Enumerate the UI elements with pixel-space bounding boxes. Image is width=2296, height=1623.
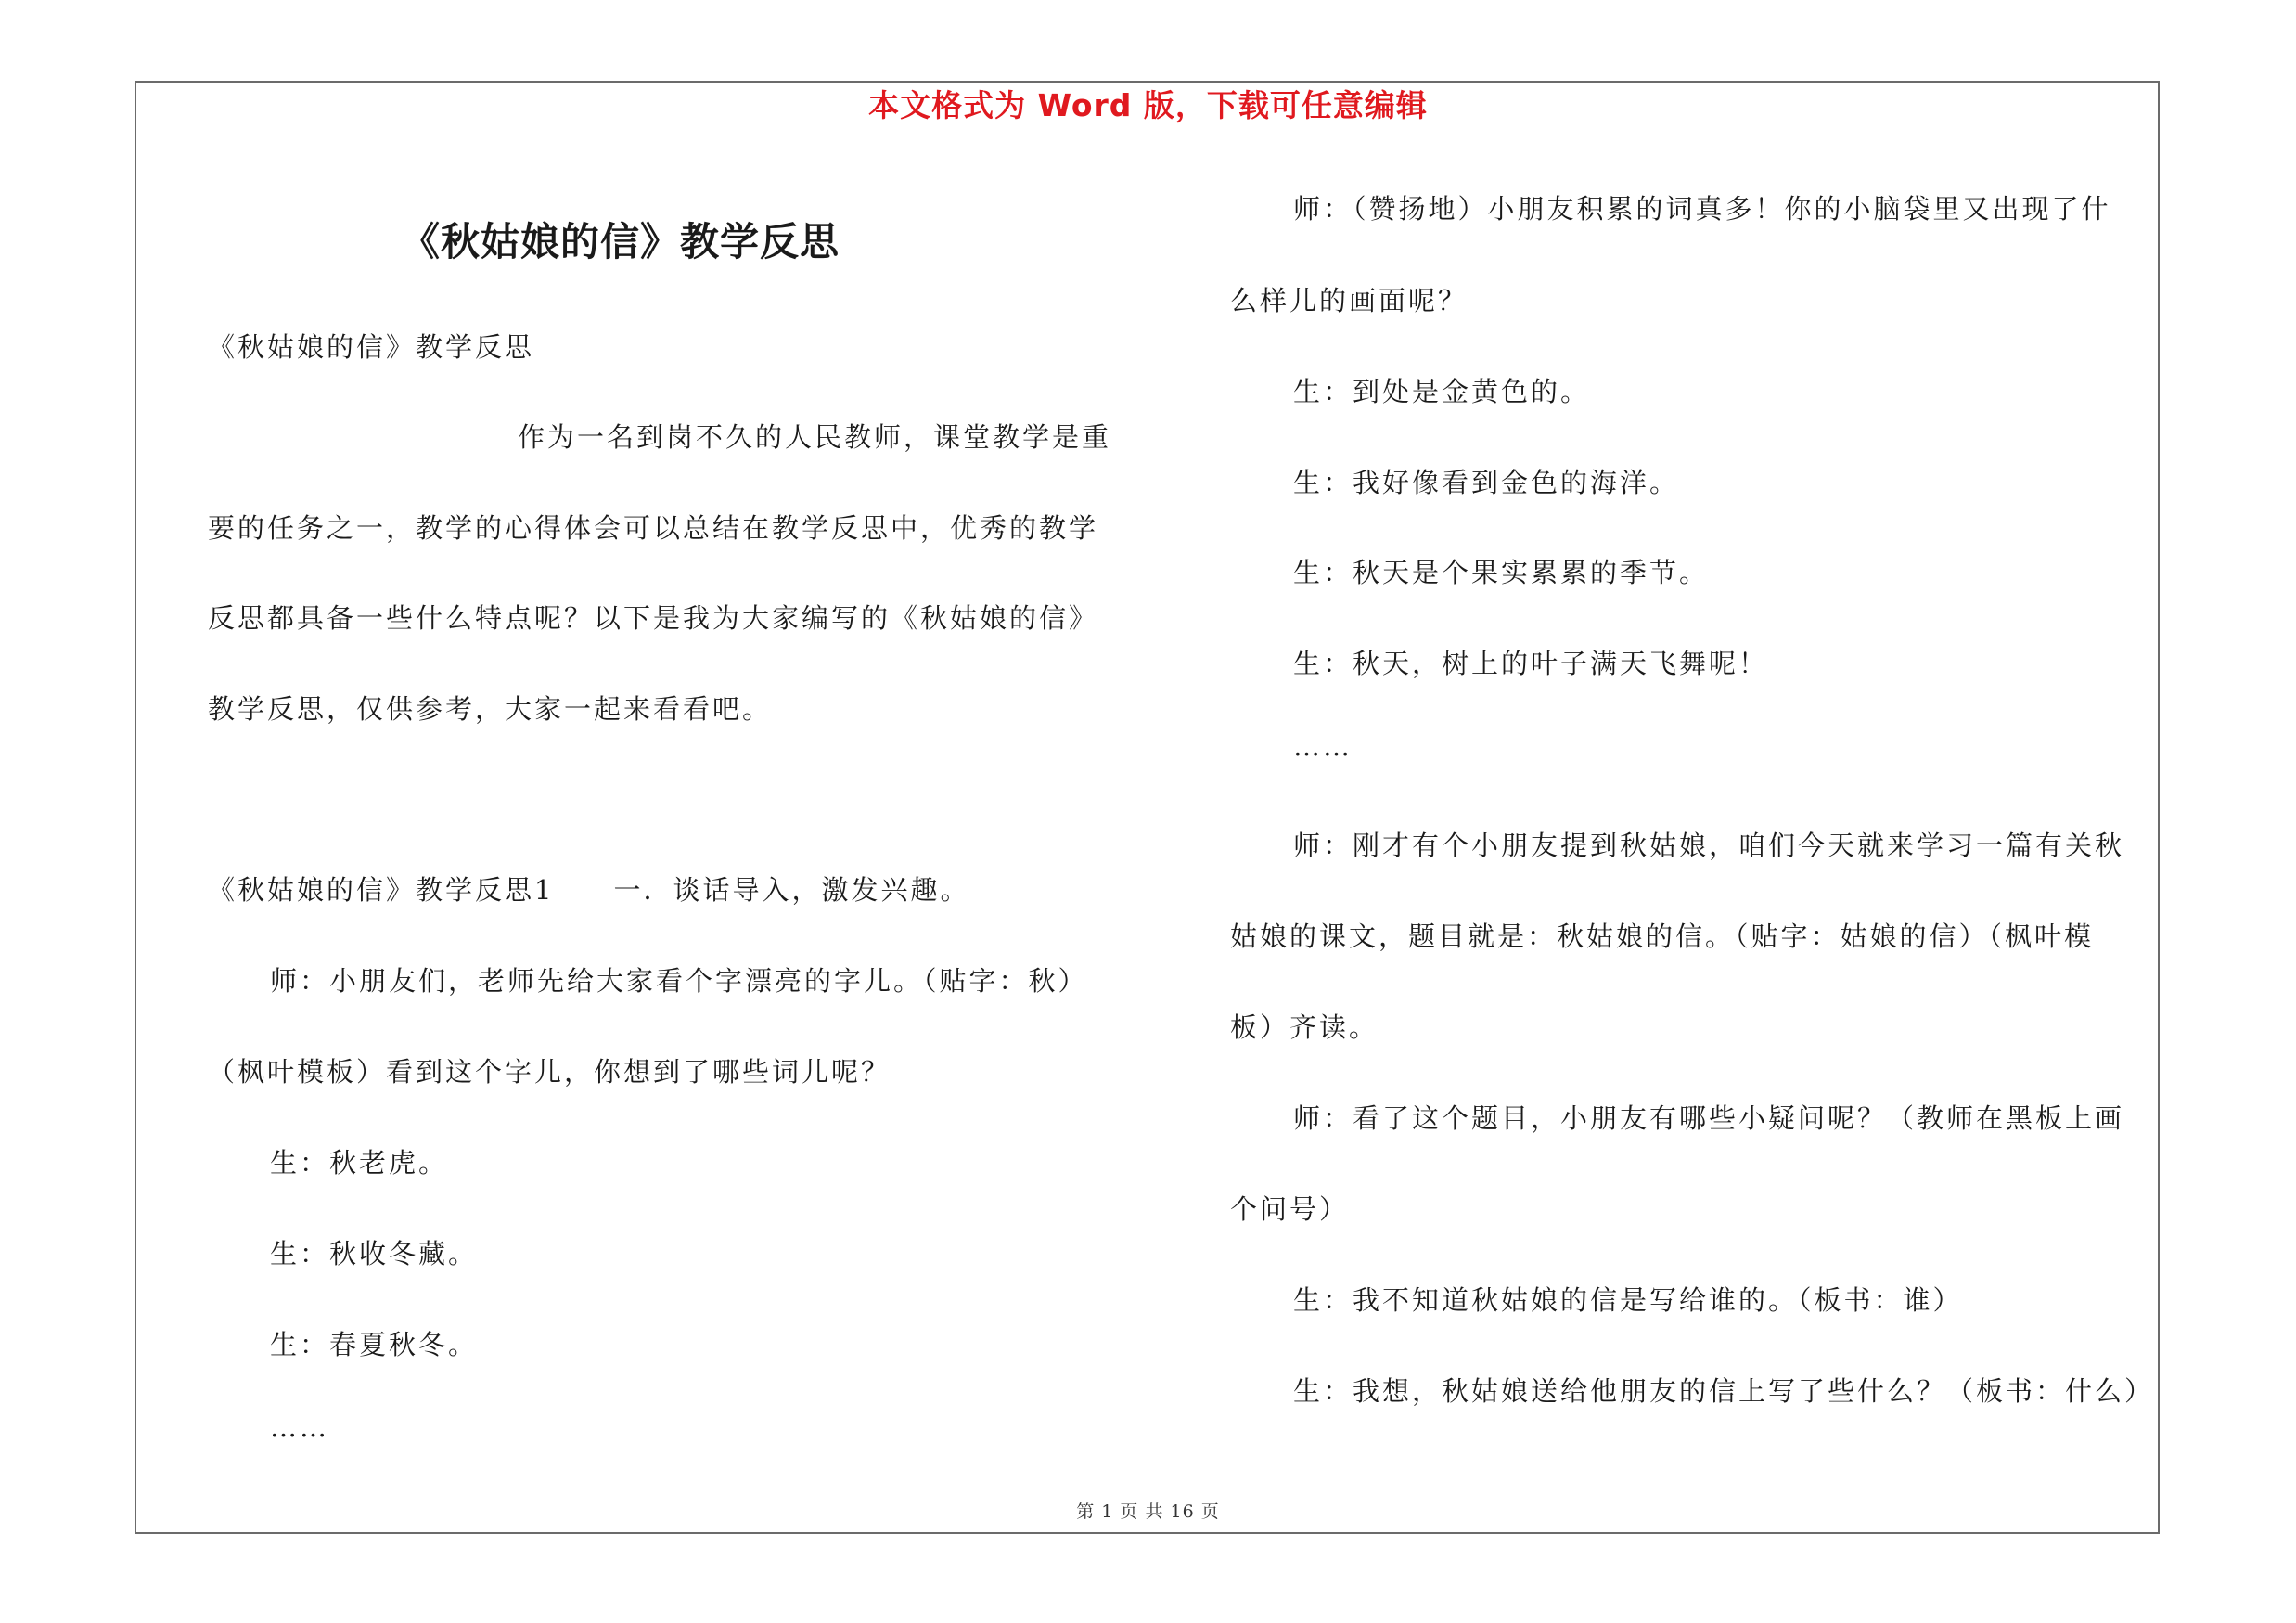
ellipsis-line: …… [1293,730,1353,762]
paragraph-line: 生：秋老虎。 [270,1147,449,1179]
paragraph-line: 生：我不知道秋姑娘的信是写给谁的。（板书：谁） [1293,1284,1963,1316]
paragraph-line: 师：（赞扬地）小朋友积累的词真多！你的小脑袋里又出现了什 [1293,193,2111,225]
paragraph-line: 生：秋天，树上的叶子满天飞舞呢！ [1293,648,1769,679]
paragraph-line: 个问号） [1230,1193,1350,1225]
paragraph-line: 要的任务之一，教学的心得体会可以总结在教学反思中，优秀的教学 [208,512,1099,544]
paragraph-line: 生：秋收冬藏。 [270,1238,479,1269]
paragraph-line: 师：看了这个题目，小朋友有哪些小疑问呢？（教师在黑板上画 [1293,1102,2125,1134]
paragraph-line: 生：秋天是个果实累累的季节。 [1293,557,1710,588]
paragraph-line: 么样儿的画面呢？ [1230,285,1469,316]
paragraph-line: 《秋姑娘的信》教学反思 [208,331,535,363]
paragraph-line: 教学反思，仅供参考，大家一起来看看吧。 [208,693,773,725]
paragraph-line: 生：我想，秋姑娘送给他朋友的信上写了些什么？（板书：什么） [1293,1375,2155,1407]
section-heading: 《秋姑娘的信》教学反思1 一．谈话导入，激发兴趣。 [208,874,970,906]
paragraph-line: 姑娘的课文，题目就是：秋姑娘的信。（贴字：姑娘的信）（枫叶模 [1230,921,2095,952]
paragraph-line: （枫叶模板）看到这个字儿，你想到了哪些词儿呢？ [208,1056,891,1088]
paragraph-line: 作为一名到岗不久的人民教师，课堂教学是重 [518,421,1112,453]
paragraph-line: 板）齐读。 [1230,1011,1379,1043]
paragraph-line: 生：我好像看到金色的海洋。 [1293,467,1680,498]
paragraph-line: 生：春夏秋冬。 [270,1329,479,1360]
page-number-footer: 第 1 页 共 16 页 [1076,1501,1220,1522]
paragraph-line: 师：刚才有个小朋友提到秋姑娘，咱们今天就来学习一篇有关秋 [1293,830,2125,861]
paragraph-line: 生：到处是金黄色的。 [1293,376,1591,407]
paragraph-line: 反思都具备一些什么特点呢？以下是我为大家编写的《秋姑娘的信》 [208,602,1099,634]
edit-notice-banner: 本文格式为 Word 版，下载可任意编辑 [868,87,1428,123]
paragraph-line: 师：小朋友们，老师先给大家看个字漂亮的字儿。（贴字：秋） [270,965,1088,997]
document-title: 《秋姑娘的信》教学反思 [401,219,840,264]
ellipsis-line: …… [270,1411,329,1443]
